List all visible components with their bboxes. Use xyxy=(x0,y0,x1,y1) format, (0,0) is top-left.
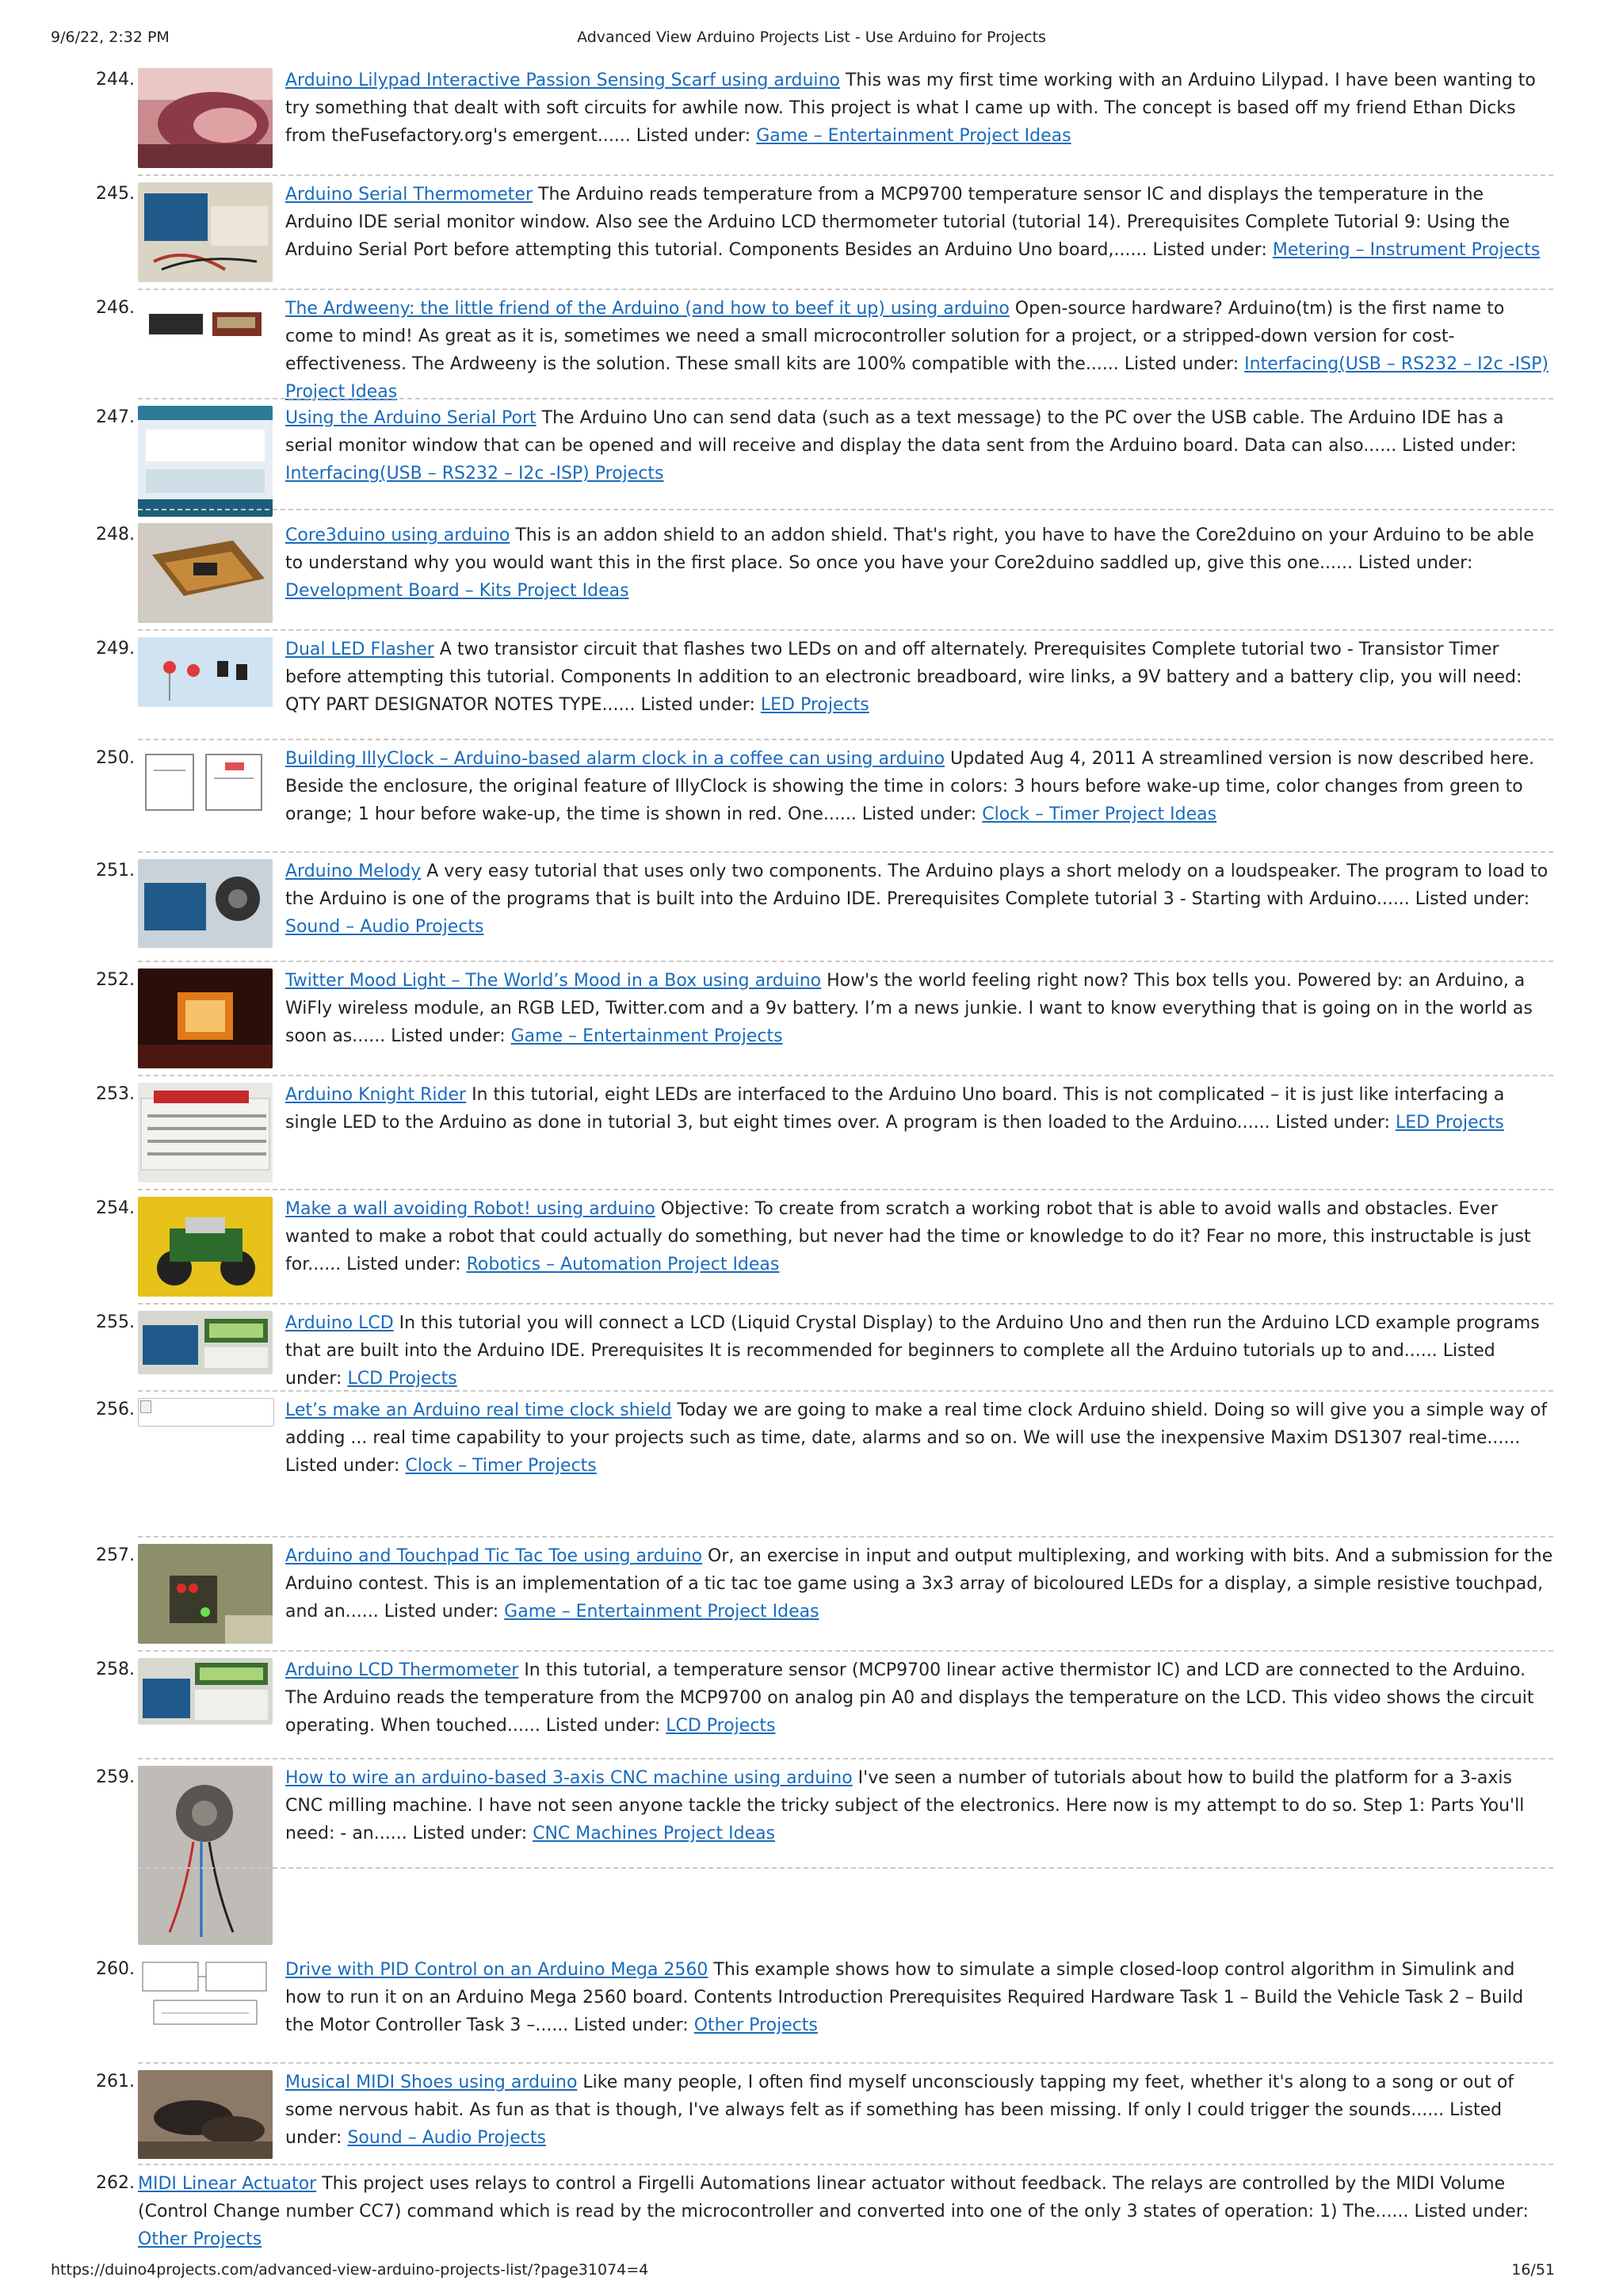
item-divider xyxy=(138,1390,1553,1392)
category-link[interactable]: Sound – Audio Projects xyxy=(347,2128,546,2148)
project-description: Updated Aug 4, 2011 A streamlined version is now described here. Beside the enclosure, the original feature of IllyClock is showing the time in colors: 3 hours before wake-up time, color changes from green to orange; 1 hour before wake-up, the time is shown in red. One...... Listed under: xyxy=(285,749,1535,824)
project-link[interactable]: Drive with PID Control on an Arduino Mega 2560 xyxy=(285,1960,708,1980)
item-number: 254. xyxy=(96,1198,135,1218)
project-thumbnail[interactable] xyxy=(138,1766,273,1945)
project-link[interactable]: Make a wall avoiding Robot! using arduino xyxy=(285,1199,655,1219)
project-description: This example shows how to simulate a simple closed-loop control algorithm in Simulink and how to run it on an Arduino Mega 2560 board. Contents Introduction Prerequisites Required Hardware Task 1 – Build the Vehicle Task 2 – Build the Motor Controller Task 3 –...... Listed under: xyxy=(285,1960,1524,2035)
project-description: Like many people, I often find myself unconsciously tapping my feet, whether it's along to a song or out of some nervous habit. As fun as that is though, I've always felt as if something has been missing. If only I could trigger the sounds...... Listed under: xyxy=(285,2073,1514,2148)
item-number: 248. xyxy=(96,525,135,544)
project-description: In this tutorial, a temperature sensor (MCP9700 linear active thermistor IC) and LCD are connected to the Arduino. The Arduino reads the temperature from the MCP9700 on analog pin A0 and displays the temperature on the LCD. This video shows the circuit operating. When touched...... Listed under: xyxy=(285,1660,1534,1736)
project-link[interactable]: Arduino LCD xyxy=(285,1313,394,1333)
category-link[interactable]: LED Projects xyxy=(760,695,869,715)
item-number: 262. xyxy=(96,2173,135,2193)
item-number: 251. xyxy=(96,861,135,881)
item-divider xyxy=(138,509,1553,510)
item-number: 257. xyxy=(96,1545,135,1565)
item-number: 246. xyxy=(96,298,135,318)
item-number: 261. xyxy=(96,2072,135,2092)
project-thumbnail[interactable] xyxy=(138,1658,273,1725)
project-link[interactable]: Building IllyClock – Arduino-based alarm clock in a coffee can using arduino xyxy=(285,749,945,769)
project-description: This project uses relays to control a Firgelli Automations linear actuator without feedback. The relays are controlled by the MIDI Volume (Control Change number CC7) command which is read by the microcontroller and converted into one of the only 3 states of operation: 1) The...... Listed under: xyxy=(138,2174,1529,2222)
item-divider xyxy=(138,288,1553,290)
item-number: 244. xyxy=(96,70,135,90)
project-description: In this tutorial, eight LEDs are interfaced to the Arduino Uno board. This is not complicated – it is just like interfacing a single LED to the Arduino as done in tutorial 3, but eight times over. A program is then loaded to the Arduino...... Listed under: xyxy=(285,1085,1505,1133)
project-thumbnail[interactable] xyxy=(138,1311,273,1374)
category-link[interactable]: Sound – Audio Projects xyxy=(285,917,484,937)
category-link[interactable]: CNC Machines Project Ideas xyxy=(533,1824,776,1843)
project-thumbnail[interactable] xyxy=(138,968,273,1068)
category-link[interactable]: Clock – Timer Project Ideas xyxy=(982,804,1217,824)
project-description: Open-source hardware? Arduino(tm) is the first name to come to mind! As great as it is, sometimes we need a small microcontroller solution for a project, or a stripped-down version for cost-effectiveness. The Ardweeny is the solution. These small kits are 100% compatible with the...... Listed under: xyxy=(285,299,1505,374)
project-link[interactable]: The Ardweeny: the little friend of the Arduino (and how to beef it up) using arduino xyxy=(285,299,1010,319)
item-number: 260. xyxy=(96,1959,135,1979)
item-divider xyxy=(138,174,1553,176)
project-description: Today we are going to make a real time clock Arduino shield. Doing so will give you a simple way of adding ... real time capability to your projects such as time, date, alarms and so on. We will use the inexpensive Maxim DS1307 real-time...... Listed under: xyxy=(285,1400,1548,1476)
project-description: A two transistor circuit that flashes two LEDs on and off alternately. Prerequisites Complete tutorial two - Transistor Timer before attempting this tutorial. Components In addition to an electronic breadboard, wire links, a 9V battery and a battery clip, you will need: QTY PART DESIGNATOR NOTES TYPE...... Listed under: xyxy=(285,640,1522,715)
category-link[interactable]: Robotics – Automation Project Ideas xyxy=(466,1255,780,1274)
project-thumbnail[interactable] xyxy=(138,68,273,168)
item-number: 247. xyxy=(96,407,135,427)
category-link[interactable]: Development Board – Kits Project Ideas xyxy=(285,581,629,601)
page-number: 16/51 xyxy=(1511,2261,1555,2279)
page-url: https://duino4projects.com/advanced-view-arduino-projects-list/?page31074=4 xyxy=(51,2261,649,2279)
project-thumbnail[interactable] xyxy=(138,406,273,517)
item-divider xyxy=(138,851,1553,853)
project-description: Objective: To create from scratch a working robot that is able to avoid walls and obstacles. Ever wanted to make a robot that could actually do something, but never had the time or knowledge to do it? Fear no more, this instructable is just for...... Listed under: xyxy=(285,1199,1531,1274)
project-description: The Arduino Uno can send data (such as a text message) to the PC over the USB cable. The Arduino IDE has a serial monitor window that can be opened and will receive and display the data sent from the Arduino board. Data can also...... Listed under: xyxy=(285,408,1517,456)
category-link[interactable]: Clock – Timer Projects xyxy=(405,1456,597,1476)
project-link[interactable]: Arduino Melody xyxy=(285,861,422,881)
project-description: Or, an exercise in input and output multiplexing, and working with bits. And a submission for the Arduino contest. This is an implementation of a tic tac toe game using a 3x3 array of bicoloured LEDs for a display, a simple resistive touchpad, and an...... Listed under: xyxy=(285,1546,1553,1622)
item-number: 258. xyxy=(96,1660,135,1679)
page-title: Advanced View Arduino Projects List - Use Arduino for Projects xyxy=(577,29,1046,46)
item-divider xyxy=(138,1536,1553,1538)
print-datetime: 9/6/22, 2:32 PM xyxy=(51,29,170,46)
item-number: 256. xyxy=(96,1400,135,1419)
project-thumbnail[interactable] xyxy=(138,2070,273,2159)
project-thumbnail[interactable] xyxy=(138,1083,273,1182)
category-link[interactable]: LCD Projects xyxy=(666,1716,776,1736)
broken-image-icon xyxy=(138,1398,274,1427)
item-divider xyxy=(138,1758,1553,1759)
project-thumbnail[interactable] xyxy=(138,1197,273,1297)
category-link[interactable]: Game – Entertainment Project Ideas xyxy=(504,1602,819,1622)
item-divider xyxy=(138,739,1553,740)
category-link[interactable]: LED Projects xyxy=(1396,1113,1504,1133)
project-thumbnail[interactable] xyxy=(138,1958,273,2035)
item-divider xyxy=(138,2062,1553,2064)
category-link[interactable]: Other Projects xyxy=(693,2015,818,2035)
project-link[interactable]: Arduino LCD Thermometer xyxy=(285,1660,519,1680)
project-description: The Arduino reads temperature from a MCP9700 temperature sensor IC and displays the temperature in the Arduino IDE serial monitor window. Also see the Arduino LCD thermometer tutorial (tutorial 14). Prerequisites Complete Tutorial 9: Using the Arduino Serial Port before attempting this tutorial. Components Besides an Arduino Uno board,...... Listed under: xyxy=(285,185,1510,260)
item-divider xyxy=(138,1650,1553,1652)
project-thumbnail[interactable] xyxy=(138,523,273,623)
item-number: 249. xyxy=(96,639,135,659)
project-link[interactable]: Twitter Mood Light – The World’s Mood in a Box using arduino xyxy=(285,971,822,991)
project-description: This is an addon shield to an addon shield. That's right, you have to have the Core2duino on your Arduino to be able to understand why you would want this in the first place. So once you have your Core2duino saddled up, give this one...... Listed under: xyxy=(285,525,1534,573)
project-link[interactable]: Musical MIDI Shoes using arduino xyxy=(285,2073,578,2092)
item-divider xyxy=(138,629,1553,631)
project-link[interactable]: Arduino and Touchpad Tic Tac Toe using arduino xyxy=(285,1546,703,1566)
project-link[interactable]: Let’s make an Arduino real time clock shield xyxy=(285,1400,672,1420)
item-number: 259. xyxy=(96,1767,135,1787)
project-link[interactable]: Core3duino using arduino xyxy=(285,525,510,545)
item-number: 255. xyxy=(96,1312,135,1332)
item-number: 245. xyxy=(96,184,135,204)
project-thumbnail[interactable] xyxy=(138,859,273,948)
category-link[interactable]: Game – Entertainment Projects xyxy=(510,1026,783,1046)
project-description: I've seen a number of tutorials about how to build the platform for a 3-axis CNC milling machine. I have not seen anyone tackle the tricky subject of the electronics. Here now is my attempt to do so. Step 1: Parts You'll need: - an...... Listed under: xyxy=(285,1768,1525,1843)
category-link[interactable]: Interfacing(USB – RS232 – I2c -ISP) Project Ideas xyxy=(285,354,1549,402)
project-thumbnail[interactable] xyxy=(138,296,273,355)
project-thumbnail[interactable] xyxy=(138,182,273,282)
project-link[interactable]: Arduino Serial Thermometer xyxy=(285,185,533,204)
category-link[interactable]: Other Projects xyxy=(138,2229,262,2249)
project-link[interactable]: Arduino Lilypad Interactive Passion Sensing Scarf using arduino xyxy=(285,71,840,90)
project-description: In this tutorial you will connect a LCD (Liquid Crystal Display) to the Arduino Uno and then run the Arduino LCD example programs that are built into the Arduino IDE. Prerequisites It is recommended for beginners to complete all the Arduino tutorials up to and...... Listed under: xyxy=(285,1313,1540,1389)
project-description: A very easy tutorial that uses only two components. The Arduino plays a short melody on a loudspeaker. The program to load to the Arduino is one of the programs that is built into the Arduino IDE. Prerequisites Complete tutorial 3 - Starting with Arduino...... Listed under: xyxy=(285,861,1549,909)
project-link[interactable]: Using the Arduino Serial Port xyxy=(285,408,537,428)
item-divider xyxy=(138,1189,1553,1190)
item-divider xyxy=(138,1075,1553,1076)
item-divider xyxy=(138,1303,1553,1305)
category-link[interactable]: Metering – Instrument Projects xyxy=(1272,240,1541,260)
item-number: 252. xyxy=(96,970,135,990)
project-thumbnail[interactable] xyxy=(138,637,273,707)
project-link[interactable]: Arduino Knight Rider xyxy=(285,1085,467,1105)
project-description: How's the world feeling right now? This box tells you. Powered by: an Arduino, a WiFly wireless module, an RGB LED, Twitter.com and a 9v battery. I’m a news junkie. I want to know everything that is going on in the world as soon as...... Listed under: xyxy=(285,971,1533,1046)
item-divider xyxy=(138,398,1553,399)
project-link[interactable]: Dual LED Flasher xyxy=(285,640,434,659)
project-description: This was my first time working with an Arduino Lilypad. I have been wanting to try something that dealt with soft circuits for awhile now. This project is what I came up with. The concept is based off my friend Ethan Dicks from theFusefactory.org's emergent...... Listed under: xyxy=(285,71,1536,146)
project-thumbnail[interactable] xyxy=(138,1544,273,1644)
project-link[interactable]: MIDI Linear Actuator xyxy=(138,2174,317,2194)
item-divider xyxy=(138,961,1553,962)
project-link[interactable]: How to wire an arduino-based 3-axis CNC machine using arduino xyxy=(285,1768,853,1788)
item-divider xyxy=(138,2164,1553,2165)
item-divider xyxy=(138,1867,1553,1869)
category-link[interactable]: Game – Entertainment Project Ideas xyxy=(756,126,1071,146)
item-number: 250. xyxy=(96,748,135,768)
category-link[interactable]: Interfacing(USB – RS232 – I2c -ISP) Projects xyxy=(285,464,664,483)
project-thumbnail[interactable] xyxy=(138,747,273,824)
category-link[interactable]: LCD Projects xyxy=(347,1369,457,1389)
item-number: 253. xyxy=(96,1084,135,1104)
